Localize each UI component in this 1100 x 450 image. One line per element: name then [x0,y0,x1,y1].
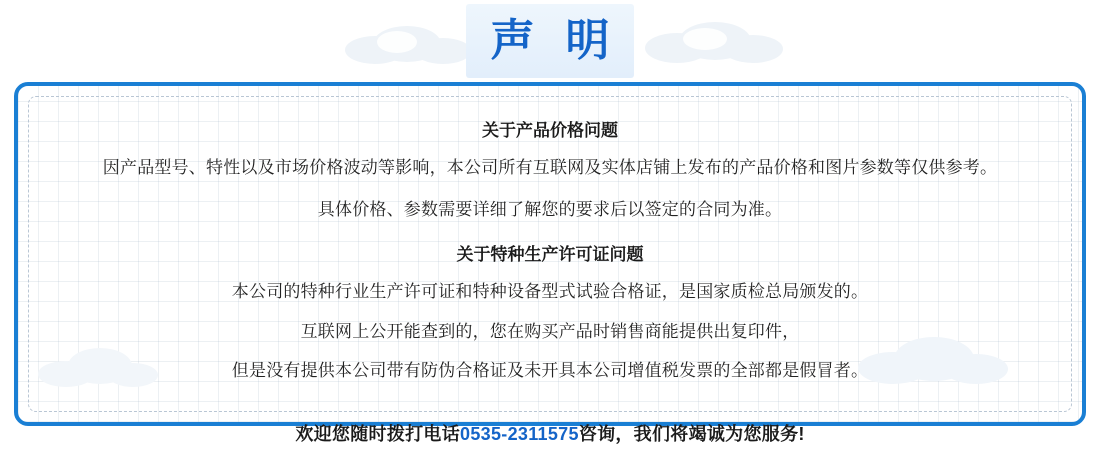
paragraph-license-3: 但是没有提供本公司带有防伪合格证及未开具本公司增值税发票的全部都是假冒者。 [231,361,869,380]
contact-suffix: 咨询，我们将竭诚为您服务! [578,423,805,444]
page-title [466,4,634,78]
paragraph-license-1: 本公司的特种行业生产许可证和特种设备型式试验合格证，是国家质检总局颁发的。 [231,282,869,301]
paragraph-license-2: 互联网上公开能查到的，您在购买产品时销售商能提供出复印件， [300,321,800,341]
contact-line [53,420,1047,446]
contact-prefix: 欢迎您随时拨打电话 [295,423,461,444]
paragraph-price-2: 具体价格、参数需要详细了解您的要求后以签定的合同为准。 [317,199,783,219]
bottom-spacer [0,444,1100,450]
section-heading-license: 关于特种生产许可证问题 [456,245,644,264]
cloud-icon [645,14,785,64]
declaration-panel [14,82,1086,444]
cloud-icon [345,18,475,64]
paragraph-price-1: 因产品型号、特性以及市场价格波动等影响，本公司所有互联网及实体店铺上发布的产品价格和图片参数等仅供参考。 [102,158,998,177]
section-heading-price: 关于产品价格问题 [482,121,618,140]
declaration-content [28,96,1072,444]
title-area [0,0,1100,82]
page-title-text: 声 明 [490,16,620,65]
phone-number[interactable]: 0535-2311575 [460,423,579,444]
